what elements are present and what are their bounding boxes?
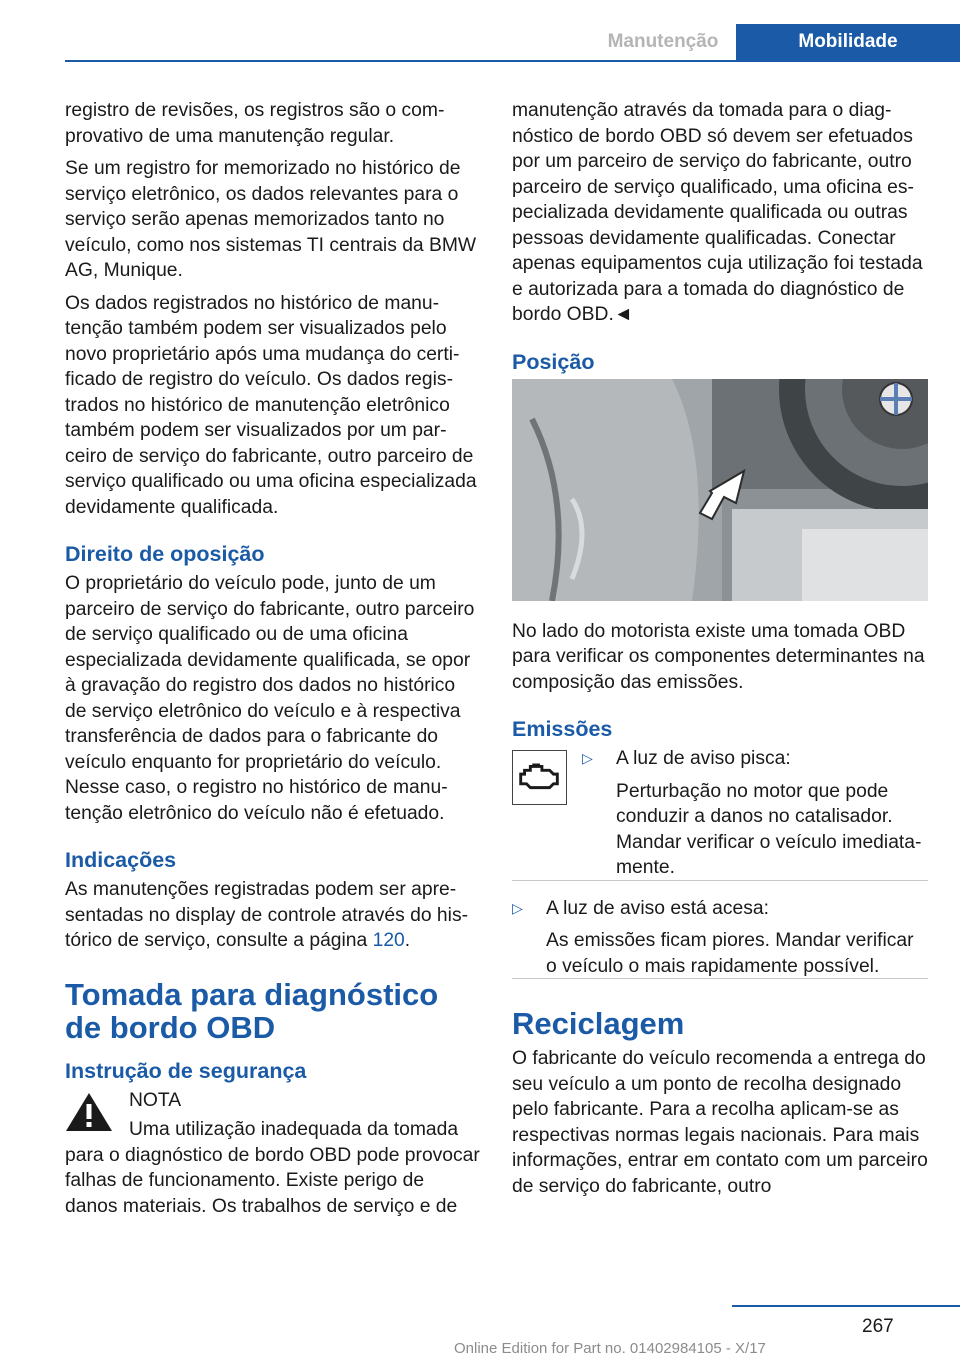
emissions-list bbox=[512, 746, 928, 881]
paragraph-revisions: registro de revisões, os registros são o comprovativo de uma manutenção regular. bbox=[65, 100, 445, 147]
paragraph-opposition: O proprietário do veículo pode, junto de um parceiro de serviço do fabricante, outro parceiro de serviço qualificado ou de uma oficina especializada devidamente qualificada, se opor à gravação do registro dos dados no histórico de serviço eletrônico do veículo e à respectiva transferência de dados para o fabricante do veículo enquanto for proprietário do veículo. Nesse caso, o registro no histórico de manutenção eletrônico do veículo não é efetuado. bbox=[65, 573, 475, 824]
paragraph-service-history: Se um registro for memorizado no histórico de serviço eletrônico, os dados relevantes para o serviço serão apenas memorizados tanto no veículo, como nos sistemas TI centrais da BMW AG, Munique. bbox=[65, 158, 477, 281]
page-number: 267 bbox=[862, 1316, 894, 1337]
paragraph-indications bbox=[65, 877, 481, 954]
paragraph-recycling: O fabricante do veículo recomenda a entrega do seu veículo a um ponto de recolha designado pelo fabricante. Para a recolha aplicam-se as respectivas normas legais nacionais. Para mais informações, entrar em contato com um parceiro de serviço do fabricante, outro bbox=[512, 1048, 928, 1197]
emission-item-body: As emissões ficam piores. Mandar verificar o veículo o mais rapidamente possível. bbox=[546, 930, 914, 977]
safety-note bbox=[65, 1088, 481, 1114]
indications-text: As manutenções registradas podem ser apresentadas no display de controle através do histórico de serviço, consulte a página bbox=[65, 879, 469, 951]
emissions-list-2 bbox=[512, 888, 928, 980]
heading-position: Posição bbox=[512, 349, 595, 374]
emission-item-blinking bbox=[582, 746, 928, 881]
divider bbox=[512, 978, 928, 979]
emission-item-title: A luz de aviso está acesa: bbox=[546, 897, 769, 919]
heading-indications: Indicações bbox=[65, 848, 177, 872]
warning-triangle-icon bbox=[65, 1092, 113, 1132]
emission-item-body: Perturbação no motor que pode conduzir a danos no catalisador. Mandar verificar o veículo imediatamente. bbox=[616, 780, 922, 878]
header-tab-mobility: Mobilidade bbox=[736, 24, 960, 60]
heading-obd-socket: Tomada para diagnóstico de bordo OBD bbox=[65, 976, 439, 1045]
indications-end: . bbox=[404, 930, 411, 951]
heading-safety: Instrução de segurança bbox=[65, 1058, 307, 1083]
footer-edition: Online Edition for Part no. 01402984105 - X/17 bbox=[454, 1340, 766, 1357]
left-column bbox=[65, 98, 481, 1226]
right-column bbox=[512, 98, 928, 1206]
divider bbox=[512, 880, 928, 881]
header-rule bbox=[65, 60, 960, 62]
bullet-triangle-icon: ▷ bbox=[582, 750, 593, 766]
paragraph-new-owner: Os dados registrados no histórico de manutenção também podem ser visualizados pelo novo proprietário após uma mudança do certificado de registro do veículo. Os dados registrados no histórico de manutenção eletrônico também podem ser visualizados por um parceiro de serviço do fabricante, outro parceiro de serviço qualificado ou uma oficina especializada devidamente qualificada. bbox=[65, 292, 477, 518]
page-link-120[interactable]: 120 bbox=[372, 930, 405, 951]
paragraph-position: No lado do motorista existe uma tomada OBD para verificar os componentes determinantes na composição das emissões. bbox=[512, 620, 925, 693]
engine-warning-icon bbox=[512, 750, 567, 805]
bullet-triangle-icon: ▷ bbox=[512, 899, 523, 916]
nota-label: NOTA bbox=[129, 1089, 182, 1111]
emission-item-title: A luz de aviso pisca: bbox=[616, 748, 791, 769]
nota-text: Uma utilização inadequada da tomada para o diagnóstico de bordo OBD pode provocar falhas de funcionamento. Existe perigo de danos materiais. Os trabalhos de serviço e de bbox=[65, 1119, 480, 1217]
emission-item-lit bbox=[512, 896, 928, 980]
obd-location-photo bbox=[512, 379, 928, 601]
heading-emissions: Emissões bbox=[512, 717, 613, 741]
footer-rule bbox=[732, 1305, 960, 1307]
header-tab-maintenance: Manutenção bbox=[607, 31, 719, 52]
heading-opposition: Direito de oposição bbox=[65, 542, 265, 566]
heading-recycling: Reciclagem bbox=[512, 1006, 685, 1041]
paragraph-obd-continued: manutenção através da tomada para o diagnóstico de bordo OBD só devem ser efetuados por um parceiro de serviço do fabricante, outro parceiro de serviço qualificado, uma oficina especializada devidamente qualificada ou outras pessoas devidamente qualificadas. Conectar apenas equipamentos cuja utilização foi testada e autorizada para a tomada do diagnóstico de bordo OBD.◄ bbox=[512, 100, 923, 325]
